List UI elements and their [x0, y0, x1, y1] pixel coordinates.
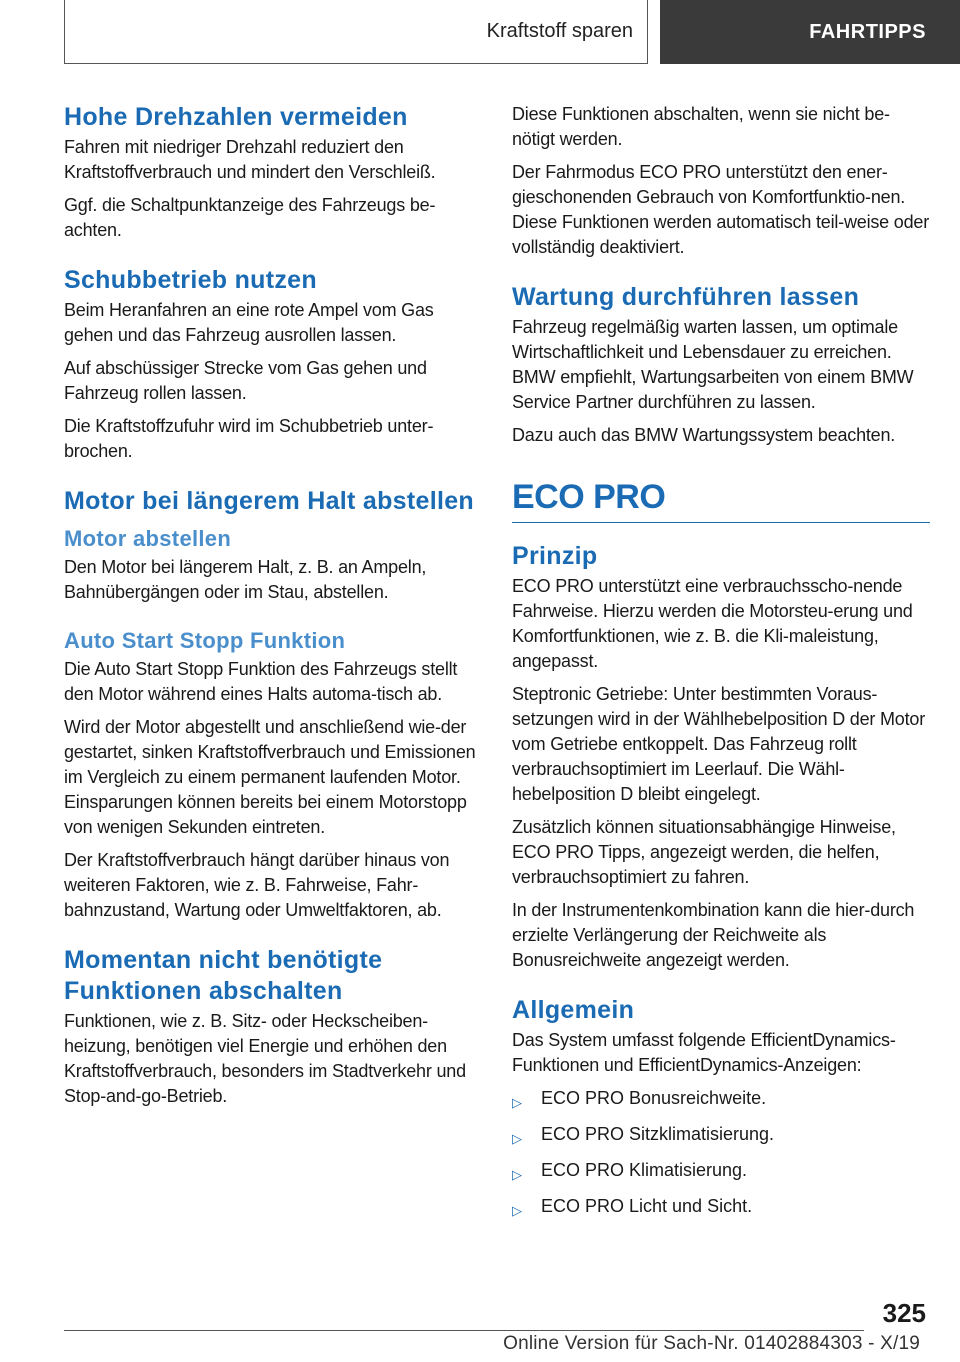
- heading-funktionen-abschalten: Momentan nicht benötigte Funktionen abschalten: [64, 946, 383, 1005]
- heading-schubbetrieb: Schubbetrieb nutzen: [64, 266, 317, 294]
- paragraph: Der Fahrmodus ECO PRO unterstützt den ener-gieschonenden Gebrauch von Komfortfunktio-nen. Diese Funktionen werden automatisch teil-weise oder vollständig deaktiviert.: [512, 162, 930, 257]
- paragraph: Dazu auch das BMW Wartungssystem beachten.: [512, 425, 896, 445]
- list-item-text: ECO PRO Sitzklimatisierung.: [541, 1124, 775, 1144]
- heading-prinzip: Prinzip: [512, 542, 598, 570]
- header-chapter: [64, 0, 648, 64]
- paragraph: Den Motor bei längerem Halt, z. B. an Ampeln, Bahnübergängen oder im Stau, abstellen.: [64, 557, 427, 602]
- list-item: [512, 1194, 930, 1223]
- triangle-bullet-icon: ▷: [512, 1131, 522, 1146]
- paragraph: Ggf. die Schaltpunktanzeige des Fahrzeugs be-achten.: [64, 195, 436, 240]
- footer-text: Online Version für Sach-Nr. 01402884303 - X/19: [503, 1333, 920, 1354]
- paragraph: Auf abschüssiger Strecke vom Gas gehen und Fahrzeug rollen lassen.: [64, 358, 427, 403]
- paragraph: Die Auto Start Stopp Funktion des Fahrzeugs stellt den Motor während eines Halts automa-tisch ab.: [64, 659, 458, 704]
- page-number: 325: [882, 1298, 926, 1328]
- list-item: [512, 1086, 930, 1115]
- paragraph: Fahrzeug regelmäßig warten lassen, um optimale Wirtschaftlichkeit und Lebensdauer zu erreichen. BMW empfiehlt, Wartungsarbeiten von einem BMW Service Partner durchführen zu lassen.: [512, 317, 914, 412]
- heading-hohe-drehzahlen: Hohe Drehzahlen vermeiden: [64, 103, 408, 131]
- paragraph: Der Kraftstoffverbrauch hängt darüber hinaus von weiteren Faktoren, wie z. B. Fahrweise, Fahr-bahnzustand, Wartung oder Umweltfaktoren, ab.: [64, 850, 450, 920]
- chapter-heading-eco-pro: ECO PRO: [512, 476, 930, 523]
- paragraph: Zusätzlich können situationsabhängige Hinweise, ECO PRO Tipps, angezeigt werden, die helfen, verbrauchsoptimiert zu fahren.: [512, 817, 896, 887]
- paragraph: Wird der Motor abgestellt und anschließend wie-der gestartet, sinken Kraftstoffverbrauch und Emissionen im Vergleich zu einem permanent laufenden Motor. Einsparungen können bereits bei einem Motorstopp von wenigen Sekunden eintreten.: [64, 717, 476, 837]
- paragraph: Funktionen, wie z. B. Sitz- oder Heckscheiben-heizung, benötigen viel Energie und erhöhen den Kraftstoffverbrauch, besonders im Stadtverkehr und Stop-and-go-Betrieb.: [64, 1011, 466, 1106]
- paragraph: Die Kraftstoffzufuhr wird im Schubbetrieb unter-brochen.: [64, 416, 434, 461]
- heading-allgemein: Allgemein: [512, 996, 635, 1024]
- footer-divider: [64, 1330, 864, 1331]
- section-title: FAHRTIPPS: [809, 20, 926, 43]
- paragraph: Fahren mit niedriger Drehzahl reduziert den Kraftstoffverbrauch und mindert den Verschleiß.: [64, 137, 436, 182]
- list-item-text: ECO PRO Bonusreichweite.: [541, 1088, 767, 1108]
- bullet-list: [512, 1086, 930, 1223]
- heading-wartung: Wartung durchführen lassen: [512, 283, 860, 311]
- triangle-bullet-icon: ▷: [512, 1203, 522, 1218]
- left-column: [64, 102, 482, 1117]
- paragraph: Das System umfasst folgende EfficientDynamics-Funktionen und EfficientDynamics-Anzeigen:: [512, 1030, 896, 1075]
- heading-motor-abstellen: Motor bei längerem Halt abstellen: [64, 487, 474, 515]
- list-item-text: ECO PRO Klimatisierung.: [541, 1160, 748, 1180]
- triangle-bullet-icon: ▷: [512, 1095, 522, 1110]
- paragraph: Beim Heranfahren an eine rote Ampel vom Gas gehen und das Fahrzeug ausrollen lassen.: [64, 300, 434, 345]
- header-section: [660, 0, 960, 64]
- paragraph: ECO PRO unterstützt eine verbrauchsscho-nende Fahrweise. Hierzu werden die Motorsteu-erung und Komfortfunktionen, wie z. B. die Kli-maleistung, angepasst.: [512, 576, 913, 671]
- right-column: [512, 102, 930, 1230]
- paragraph: In der Instrumentenkombination kann die hier-durch erzielte Verlängerung der Reichweite als Bonusreichweite angezeigt werden.: [512, 900, 915, 970]
- subheading-motor-abstellen: Motor abstellen: [64, 526, 232, 551]
- list-item: [512, 1122, 930, 1151]
- triangle-bullet-icon: ▷: [512, 1167, 522, 1182]
- paragraph: Steptronic Getriebe: Unter bestimmten Voraus-setzungen wird in der Wählhebelposition D der Motor vom Getriebe entkoppelt. Das Fahrzeug rollt verbrauchsoptimiert im Leerlauf. Die Wähl-hebelposition D bleibt eingelegt.: [512, 684, 926, 804]
- list-item-text: ECO PRO Licht und Sicht.: [541, 1196, 753, 1216]
- chapter-title: Kraftstoff sparen: [486, 20, 633, 42]
- list-item: [512, 1158, 930, 1187]
- subheading-auto-start-stopp: Auto Start Stopp Funktion: [64, 628, 346, 653]
- paragraph: Diese Funktionen abschalten, wenn sie nicht be-nötigt werden.: [512, 104, 890, 149]
